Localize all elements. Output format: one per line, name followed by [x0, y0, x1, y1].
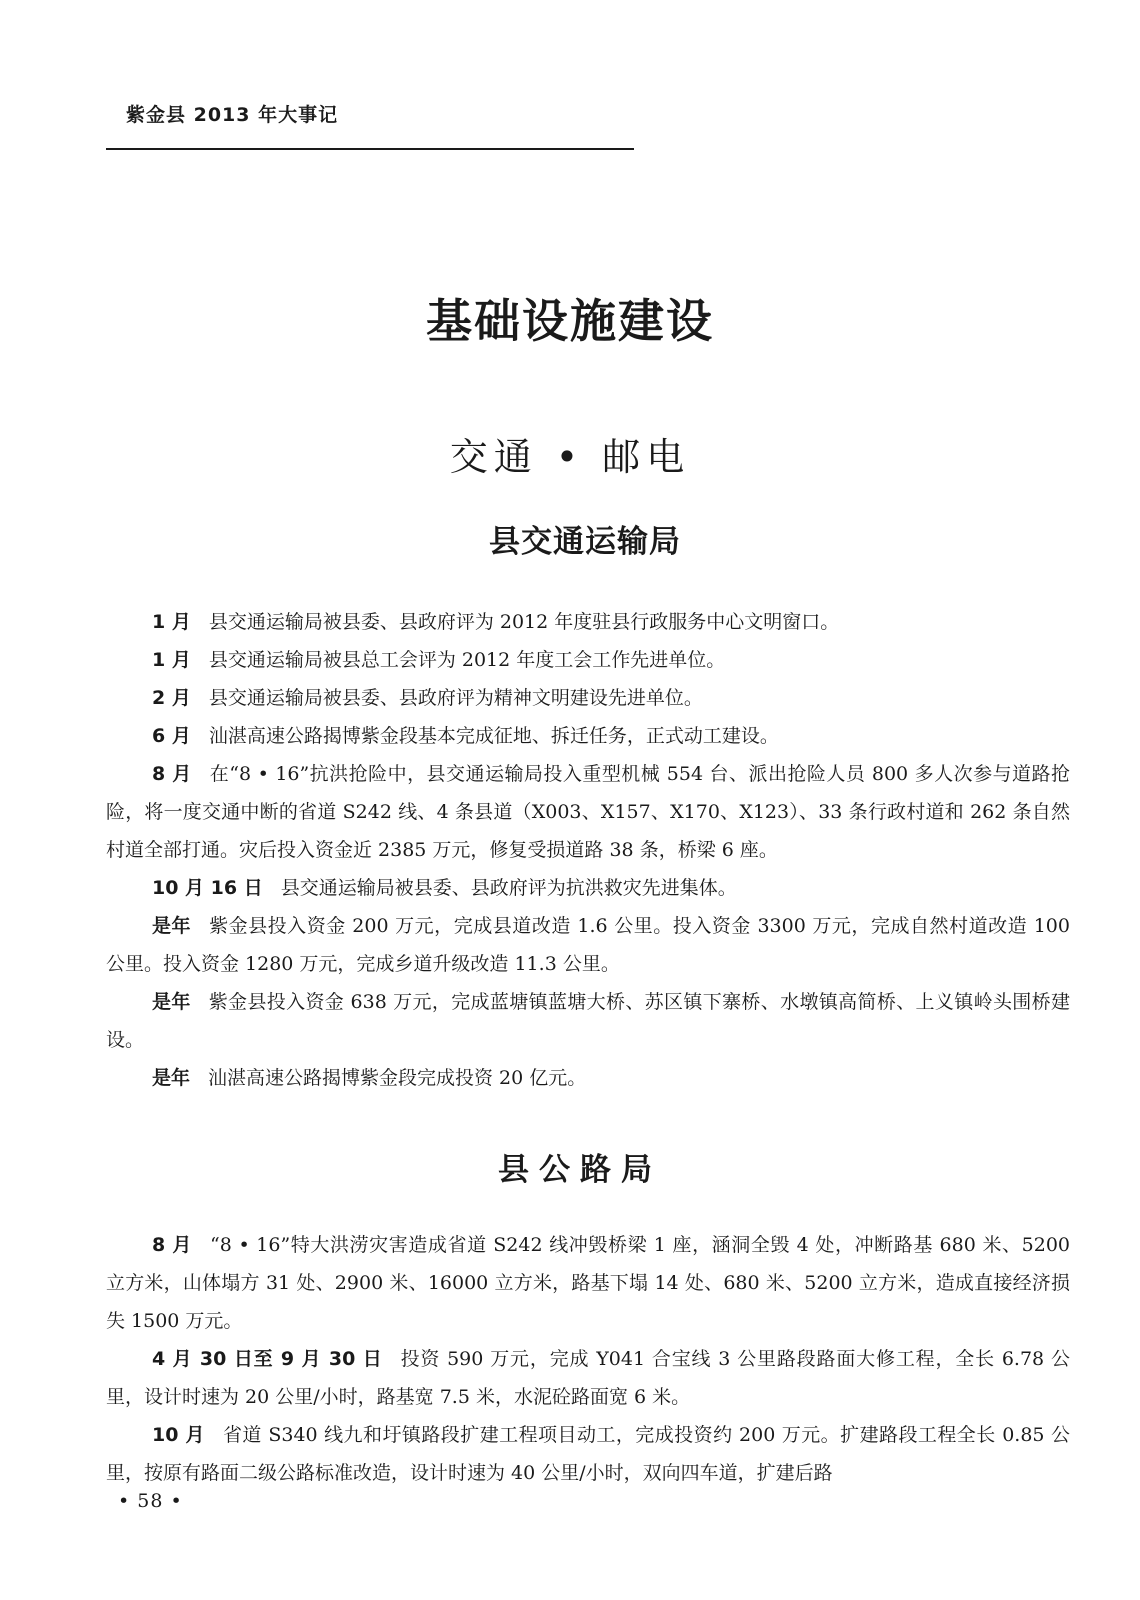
entry-date: 10 月 16 日 — [152, 877, 263, 899]
entry-date: 是年 — [152, 915, 192, 937]
entry-list-transport-bureau — [106, 603, 1070, 1097]
chapter-title: 基础设施建设 — [426, 294, 714, 348]
entry-date: 4 月 30 日至 9 月 30 日 — [152, 1348, 383, 1370]
entry-text: 投资 590 万元，完成 Y041 合宝线 3 公里路段路面大修工程，全长 6.78 公里，设计时速为 20 公里/小时，路基宽 7.5 米，水泥砼路面宽 6 米。 — [106, 1348, 1070, 1408]
entry-text: 汕湛高速公路揭博紫金段完成投资 20 亿元。 — [208, 1067, 587, 1089]
page-number: • 58 • — [118, 1490, 183, 1512]
entry-date: 6 月 — [152, 725, 191, 747]
entry-date: 1 月 — [152, 611, 191, 633]
list-item — [106, 755, 1070, 869]
list-item — [106, 603, 1070, 641]
subsection-title-highway-bureau: 县公路局 — [498, 1152, 662, 1188]
entry-date: 8 月 — [152, 1234, 193, 1256]
list-item — [106, 1059, 1070, 1097]
list-item — [106, 1226, 1070, 1340]
entry-date: 是年 — [152, 991, 191, 1013]
list-item — [106, 1340, 1070, 1416]
entry-date: 10 月 — [152, 1424, 205, 1446]
list-item — [106, 679, 1070, 717]
subsection-title-transport-bureau: 县交通运输局 — [489, 524, 681, 560]
entry-text: 汕湛高速公路揭博紫金段基本完成征地、拆迁任务，正式动工建设。 — [208, 725, 779, 747]
list-item — [106, 907, 1070, 983]
entry-text: 县交通运输局被县总工会评为 2012 年度工会工作先进单位。 — [208, 649, 726, 671]
entry-text: 省道 S340 线九和圩镇路段扩建工程项目动工，完成投资约 200 万元。扩建路段工程全长 0.85 公里，按原有路面二级公路标准改造，设计时速为 40 公里/小时，双向四车道，扩建后路 — [106, 1424, 1070, 1484]
list-item — [106, 983, 1070, 1059]
list-item — [106, 1416, 1070, 1492]
section-title: 交通 • 邮电 — [449, 435, 691, 479]
list-item — [106, 641, 1070, 679]
entry-text: 紫金县投入资金 638 万元，完成蓝塘镇蓝塘大桥、苏区镇下寨桥、水墩镇高简桥、上义镇岭头围桥建设。 — [106, 991, 1070, 1051]
list-item — [106, 717, 1070, 755]
running-header: 紫金县 2013 年大事记 — [126, 104, 339, 126]
list-item — [106, 869, 1070, 907]
entry-date: 是年 — [152, 1067, 191, 1089]
entry-text: 在“8 • 16”抗洪抢险中，县交通运输局投入重型机械 554 台、派出抢险人员 800 多人次参与道路抢险，将一度交通中断的省道 S242 线、4 条县道（X003、X157、X170、X123）、33 条行政村道和 262 条自然村道全部打通。灾后投入资金近 2385 万元，修复受损道路 38 条，桥梁 6 座。 — [106, 763, 1070, 861]
entry-text: 紫金县投入资金 200 万元，完成县道改造 1.6 公里。投入资金 3300 万元，完成自然村道改造 100 公里。投入资金 1280 万元，完成乡道升级改造 11.3 公里。 — [106, 915, 1070, 975]
entry-date: 2 月 — [152, 687, 191, 709]
entry-list-highway-bureau — [106, 1226, 1070, 1492]
entry-text: 县交通运输局被县委、县政府评为抗洪救灾先进集体。 — [280, 877, 737, 899]
entry-text: “8 • 16”特大洪涝灾害造成省道 S242 线冲毁桥梁 1 座，涵洞全毁 4 处，冲断路基 680 米、5200 立方米，山体塌方 31 处、2900 米、16000 立方米，路基下塌 14 处、680 米、5200 立方米，造成直接经济损失 1500 万元。 — [106, 1234, 1070, 1332]
entry-date: 8 月 — [152, 763, 192, 785]
entry-text: 县交通运输局被县委、县政府评为 2012 年度驻县行政服务中心文明窗口。 — [208, 611, 840, 633]
header-rule — [106, 148, 634, 150]
entry-date: 1 月 — [152, 649, 191, 671]
entry-text: 县交通运输局被县委、县政府评为精神文明建设先进单位。 — [208, 687, 703, 709]
